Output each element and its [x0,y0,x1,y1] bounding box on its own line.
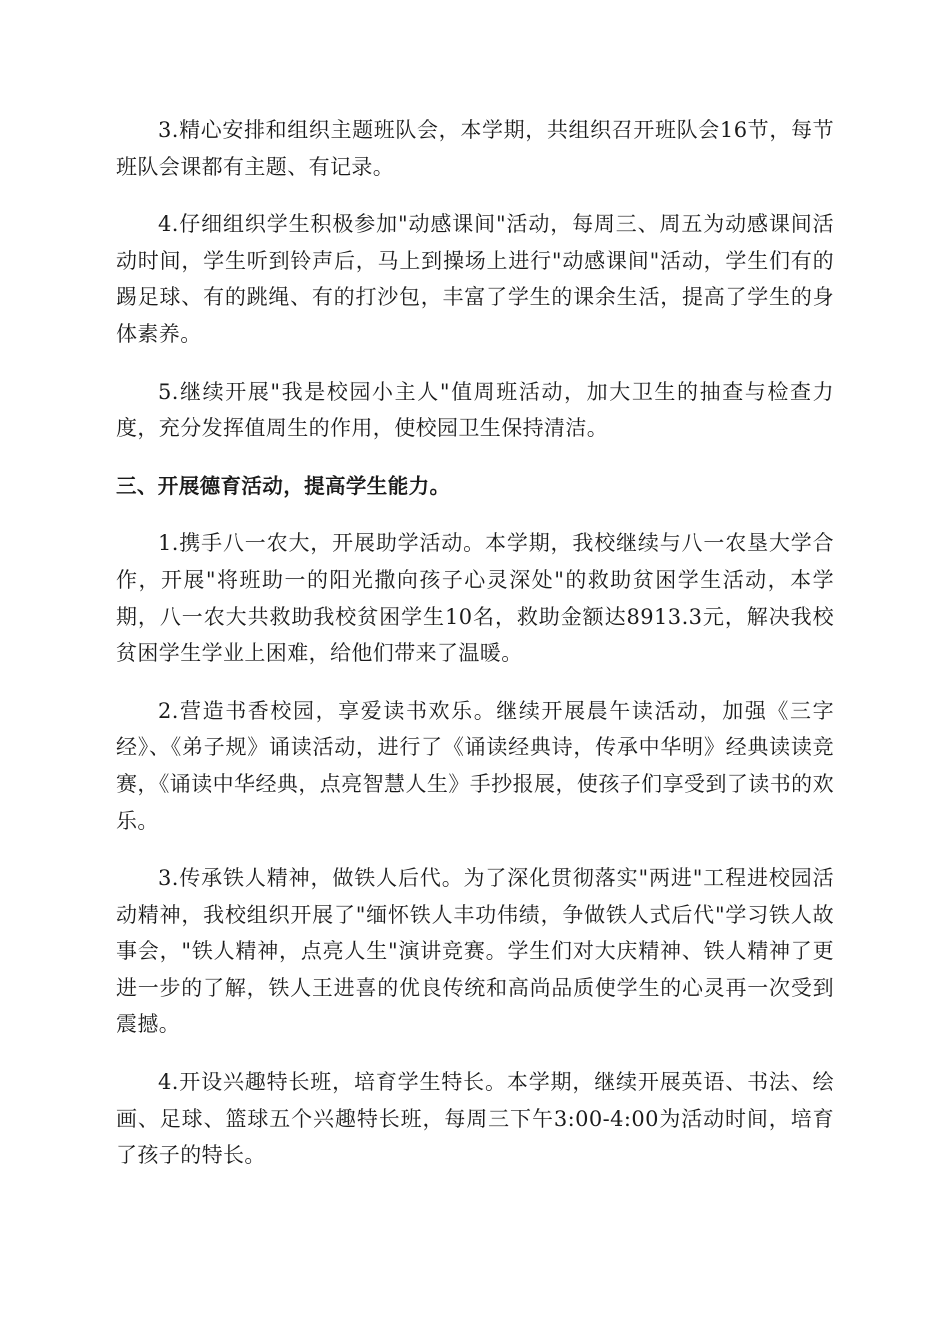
paragraph-ironman-spirit: 3.传承铁人精神，做铁人后代。为了深化贯彻落实"两进"工程进校园活动精神，我校组织开展了"缅怀铁人丰功伟绩，争做铁人式后代"学习铁人故事会，"铁人精神，点亮人生"演讲竞赛。学生们对大庆精神、铁人精神了更进一步的了解，铁人王进喜的优良传统和高尚品质使学生的心灵再一次受到震撼。 [116,866,834,1037]
paragraph-duty-class: 5.继续开展"我是校园小主人"值周班活动，加大卫生的抽查与检查力度，充分发挥值周生的作用，使校园卫生保持清洁。 [116,379,834,441]
paragraph-student-aid: 1.携手八一农大，开展助学活动。本学期，我校继续与八一农垦大学合作，开展"将班助一的阳光撒向孩子心灵深处"的救助贫困学生活动，本学期，八一农大共救助我校贫困学生10名，救助金额达8913.3元，解决我校贫困学生学业上困难，给他们带来了温暖。 [116,531,834,666]
paragraph-active-recess: 4.仔细组织学生积极参加"动感课间"活动，每周三、周五为动感课间活动时间，学生听到铃声后，马上到操场上进行"动感课间"活动，学生们有的踢足球、有的跳绳、有的打沙包，丰富了学生的课余生活，提高了学生的身体素养。 [116,212,834,346]
section-heading: 三、开展德育活动，提高学生能力。 [116,473,451,498]
paragraph-reading-campus: 2.营造书香校园，享爱读书欢乐。继续开展晨午读活动，加强《三字经》、《弟子规》诵读活动，进行了《诵读经典诗，传承中华明》经典读读竞赛，《诵读中华经典，点亮智慧人生》手抄报展，使孩子们享受到了读书的欢乐。 [116,698,834,833]
paragraph-interest-classes: 4.开设兴趣特长班，培育学生特长。本学期，继续开展英语、书法、绘画、足球、篮球五个兴趣特长班，每周三下午3:00-4:00为活动时间，培育了孩子的特长。 [116,1070,834,1168]
paragraph-class-meetings: 3.精心安排和组织主题班队会，本学期，共组织召开班队会16节，每节班队会课都有主题、有记录。 [116,118,834,179]
document-body [116,112,834,1195]
